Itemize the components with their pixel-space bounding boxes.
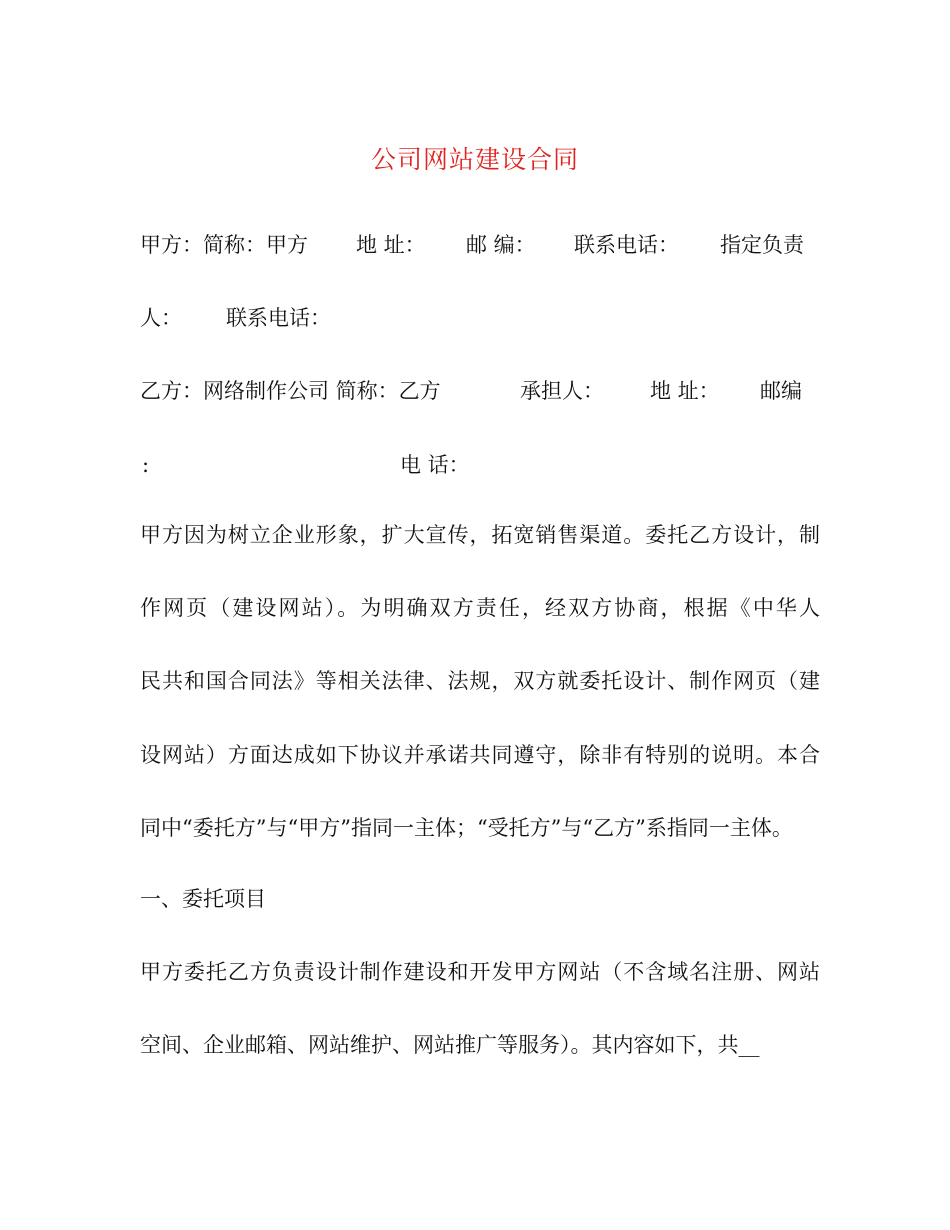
- party-b-postcode-label-start: 邮编: [760, 379, 802, 403]
- party-b-postcode-label-end: :: [142, 453, 150, 477]
- party-a-address-label: 地 址：: [356, 233, 426, 257]
- section1-line: 空间、企业邮箱、网站维护、网站推广等服务）。其内容如下，共__: [140, 1033, 760, 1057]
- party-a-person-phone-label: 联系电话：: [226, 306, 331, 330]
- party-b-undertaker-label: 承担人：: [520, 379, 604, 403]
- intro-line: 同中“委托方”与“甲方”指同一主体；“受托方”与“乙方”系指同一主体。: [140, 816, 793, 840]
- party-a-person-label-end: 人：: [140, 306, 182, 330]
- party-b-address-label: 地 址：: [650, 379, 720, 403]
- party-a-person-label-start: 指定负责: [720, 233, 804, 257]
- intro-line: 作网页（建设网站）。为明确双方责任，经双方协商，根据《中华人: [140, 596, 820, 620]
- party-a-phone-label: 联系电话：: [574, 233, 679, 257]
- section1-line: 甲方委托乙方负责设计制作建设和开发甲方网站（不含域名注册、网站: [140, 960, 820, 984]
- intro-line: 甲方因为树立企业形象，扩大宣传，拓宽销售渠道。委托乙方设计，制: [140, 523, 820, 547]
- party-b-phone-label: 电 话：: [400, 453, 470, 477]
- party-a-postcode-label: 邮 编：: [466, 233, 536, 257]
- party-b-label: 乙方：网络制作公司 简称：乙方: [140, 379, 441, 403]
- intro-line: 设网站）方面达成如下协议并承诺共同遵守，除非有特别的说明。本合: [140, 743, 820, 767]
- party-a-label: 甲方：简称：甲方: [140, 233, 308, 257]
- document-title: 公司网站建设合同: [370, 145, 579, 174]
- section-heading: 一、委托项目: [140, 887, 266, 911]
- intro-line: 民共和国合同法》等相关法律、法规，双方就委托设计、制作网页（建: [140, 669, 820, 693]
